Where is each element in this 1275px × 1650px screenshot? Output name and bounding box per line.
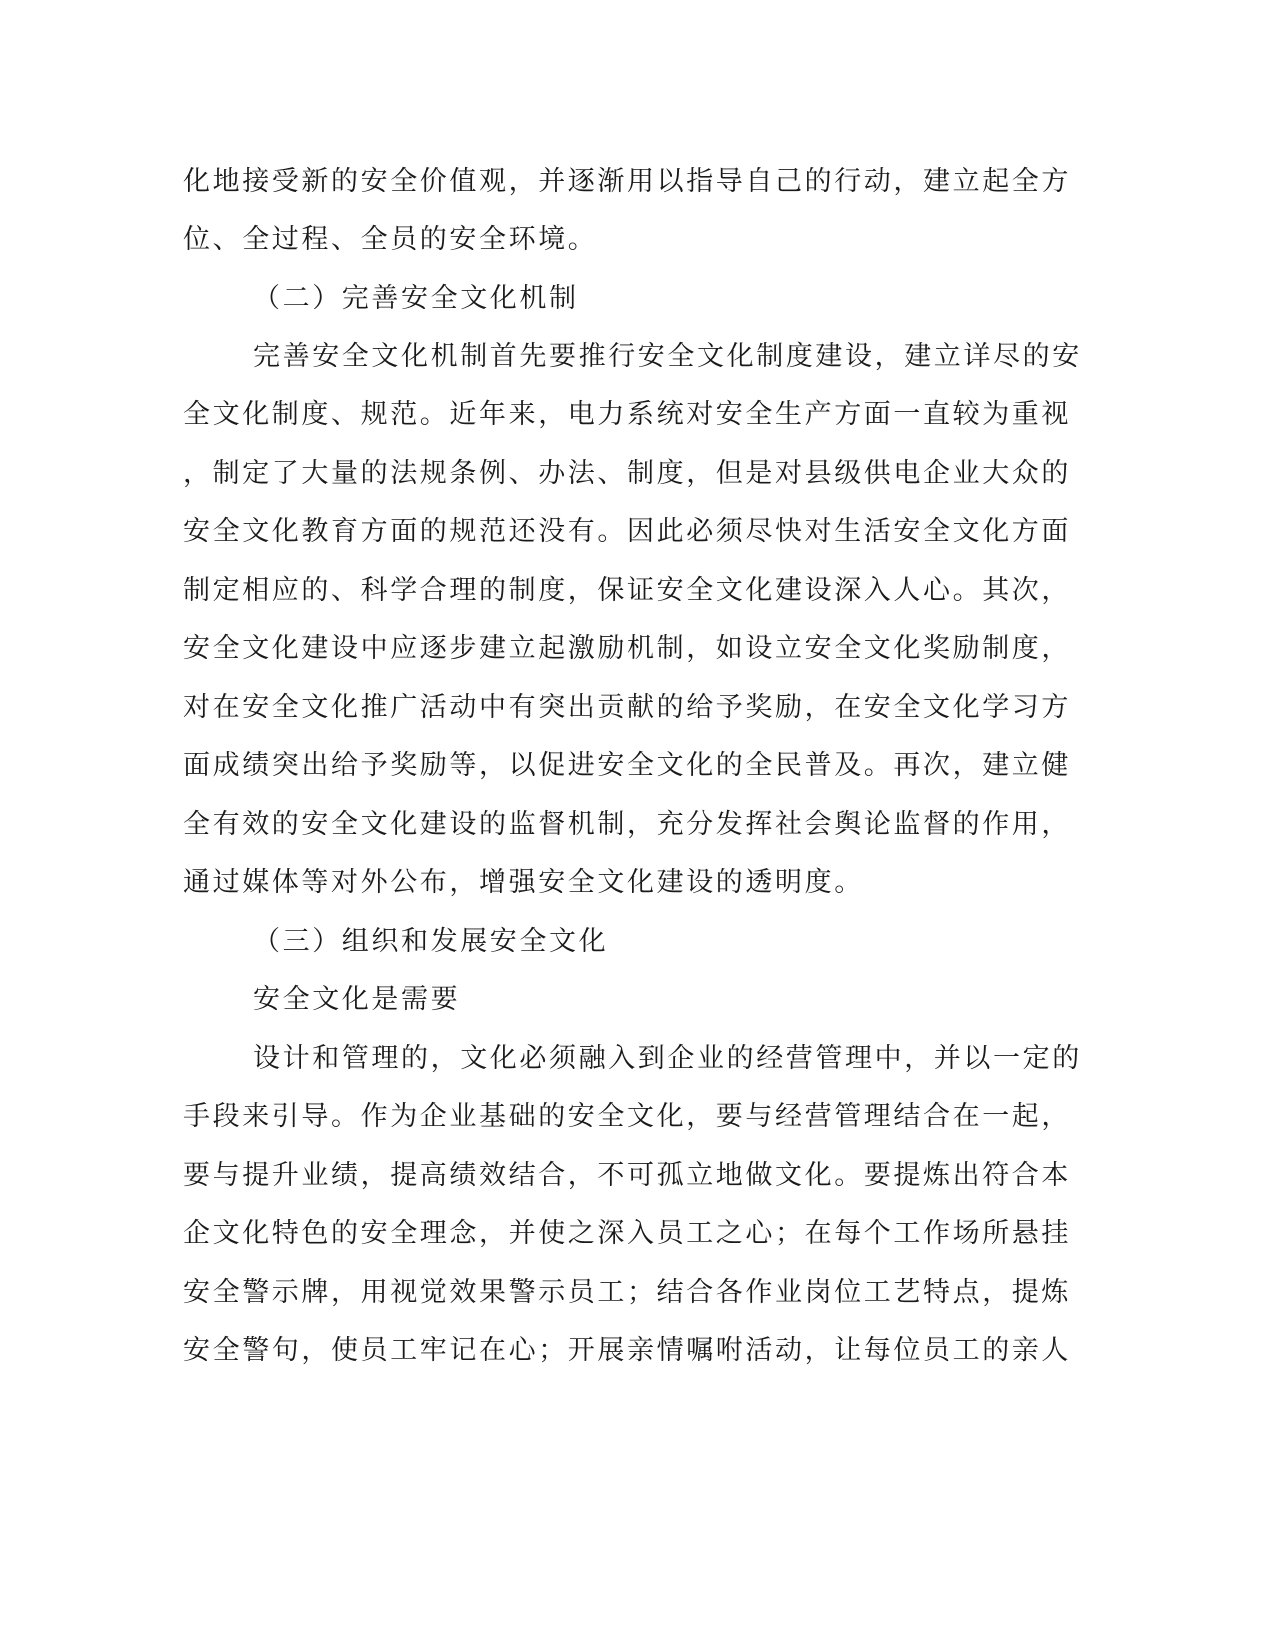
paragraph-line: 全文化制度、规范。近年来，电力系统对安全生产方面一直较为重视 <box>183 399 1071 430</box>
paragraph-line: 全有效的安全文化建设的监督机制，充分发挥社会舆论监督的作用， <box>183 809 1071 840</box>
paragraph-line: 化地接受新的安全价值观，并逐渐用以指导自己的行动，建立起全方 <box>183 166 1071 197</box>
paragraph-line: 企文化特色的安全理念，并使之深入员工之心；在每个工作场所悬挂 <box>183 1218 1071 1249</box>
paragraph-line: 面成绩突出给予奖励等，以促进安全文化的全民普及。再次，建立健 <box>183 750 1071 781</box>
paragraph-line: ，制定了大量的法规条例、办法、制度，但是对县级供电企业大众的 <box>183 458 1071 489</box>
paragraph-line: 安全文化教育方面的规范还没有。因此必须尽快对生活安全文化方面 <box>183 516 1071 547</box>
section-heading: （三）组织和发展安全文化 <box>253 926 609 957</box>
paragraph-line: 通过媒体等对外公布，增强安全文化建设的透明度。 <box>183 867 864 898</box>
paragraph-line: 设计和管理的，文化必须融入到企业的经营管理中，并以一定的 <box>253 1043 1082 1074</box>
paragraph-line: 制定相应的、科学合理的制度，保证安全文化建设深入人心。其次， <box>183 575 1071 606</box>
paragraph-line: 对在安全文化推广活动中有突出贡献的给予奖励，在安全文化学习方 <box>183 692 1071 723</box>
paragraph-line: 手段来引导。作为企业基础的安全文化，要与经营管理结合在一起， <box>183 1101 1071 1132</box>
paragraph-line: 安全文化建设中应逐步建立起激励机制，如设立安全文化奖励制度， <box>183 633 1071 664</box>
paragraph-line: 安全警句，使员工牢记在心；开展亲情嘱咐活动，让每位员工的亲人 <box>183 1335 1071 1366</box>
paragraph-line: 完善安全文化机制首先要推行安全文化制度建设，建立详尽的安 <box>253 341 1082 372</box>
paragraph-line: 安全警示牌，用视觉效果警示员工；结合各作业岗位工艺特点，提炼 <box>183 1277 1071 1308</box>
paragraph-line: 安全文化是需要 <box>253 984 461 1015</box>
paragraph-line: 位、全过程、全员的安全环境。 <box>183 224 598 255</box>
paragraph-line: 要与提升业绩，提高绩效结合，不可孤立地做文化。要提炼出符合本 <box>183 1160 1071 1191</box>
section-heading: （二）完善安全文化机制 <box>253 283 579 314</box>
